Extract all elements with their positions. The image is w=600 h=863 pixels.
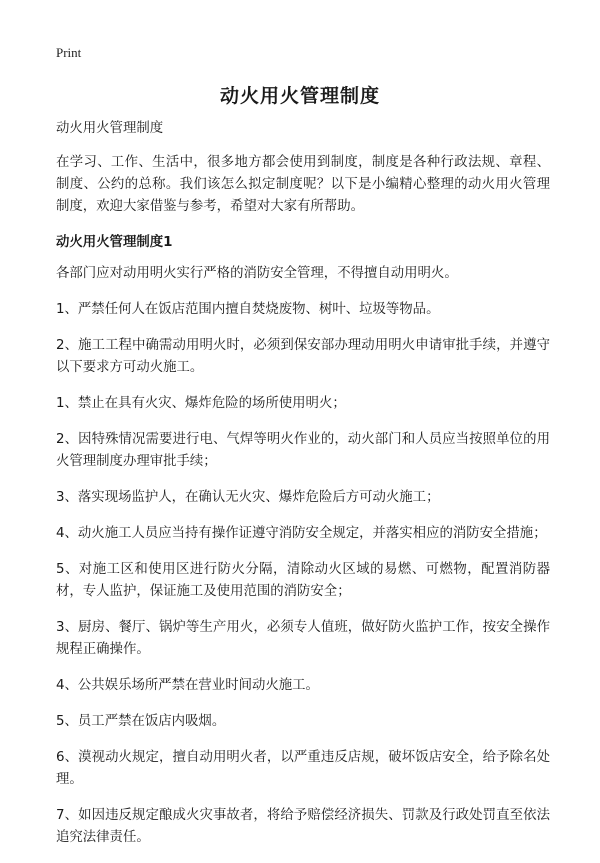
paragraph: 5、员工严禁在饭店内吸烟。 [56,714,226,729]
print-label: Print [56,45,82,60]
paragraph: 6、漠视动火规定，擅自动用明火者，以严重违反店规，破坏饭店安全，给予除名处理。 [56,750,550,787]
paragraph: 4、公共娱乐场所严禁在营业时间动火施工。 [56,678,319,693]
document-title: 动火用火管理制度 [219,85,380,107]
section-heading: 动火用火管理制度1 [56,235,173,250]
paragraph: 2、因特殊情况需要进行电、气焊等明火作业的，动火部门和人员应当按照单位的用火管理制度办理审批手续； [56,432,550,469]
paragraph: 4、动火施工人员应当持有操作证遵守消防安全规定，并落实相应的消防安全措施； [56,526,547,541]
paragraph: 各部门应对动用明火实行严格的消防安全管理，不得擅自动用明火。 [56,266,458,281]
paragraph: 2、施工工程中确需动用明火时，必须到保安部办理动用明火申请审批手续，并遵守以下要求方可动火施工。 [56,338,550,375]
paragraph: 7、如因违反规定酿成火灾事故者，将给予赔偿经济损失、罚款及行政处罚直至依法追究法律责任。 [56,808,550,845]
document-body [56,118,550,863]
paragraph: 1、严禁任何人在饭店范围内擅自焚烧废物、树叶、垃圾等物品。 [56,302,440,317]
paragraph: 1、禁止在具有火灾、爆炸危险的场所使用明火； [56,396,346,411]
paragraph: 3、落实现场监护人，在确认无火灾、爆炸危险后方可动火施工； [56,490,440,505]
document-subtitle: 动火用火管理制度 [56,121,164,136]
intro-paragraph: 在学习、工作、生活中，很多地方都会使用到制度，制度是各种行政法规、章程、制度、公约的总称。我们该怎么拟定制度呢？以下是小编精心整理的动火用火管理制度，欢迎大家借鉴与参考，希望对大家有所帮助。 [56,155,550,214]
paragraph: 5、对施工区和使用区进行防火分隔，清除动火区域的易燃、可燃物，配置消防器材，专人监护，保证施工及使用范围的消防安全； [56,562,550,599]
paragraph: 3、厨房、餐厅、锅炉等生产用火，必须专人值班，做好防火监护工作，按安全操作规程正确操作。 [56,620,550,657]
